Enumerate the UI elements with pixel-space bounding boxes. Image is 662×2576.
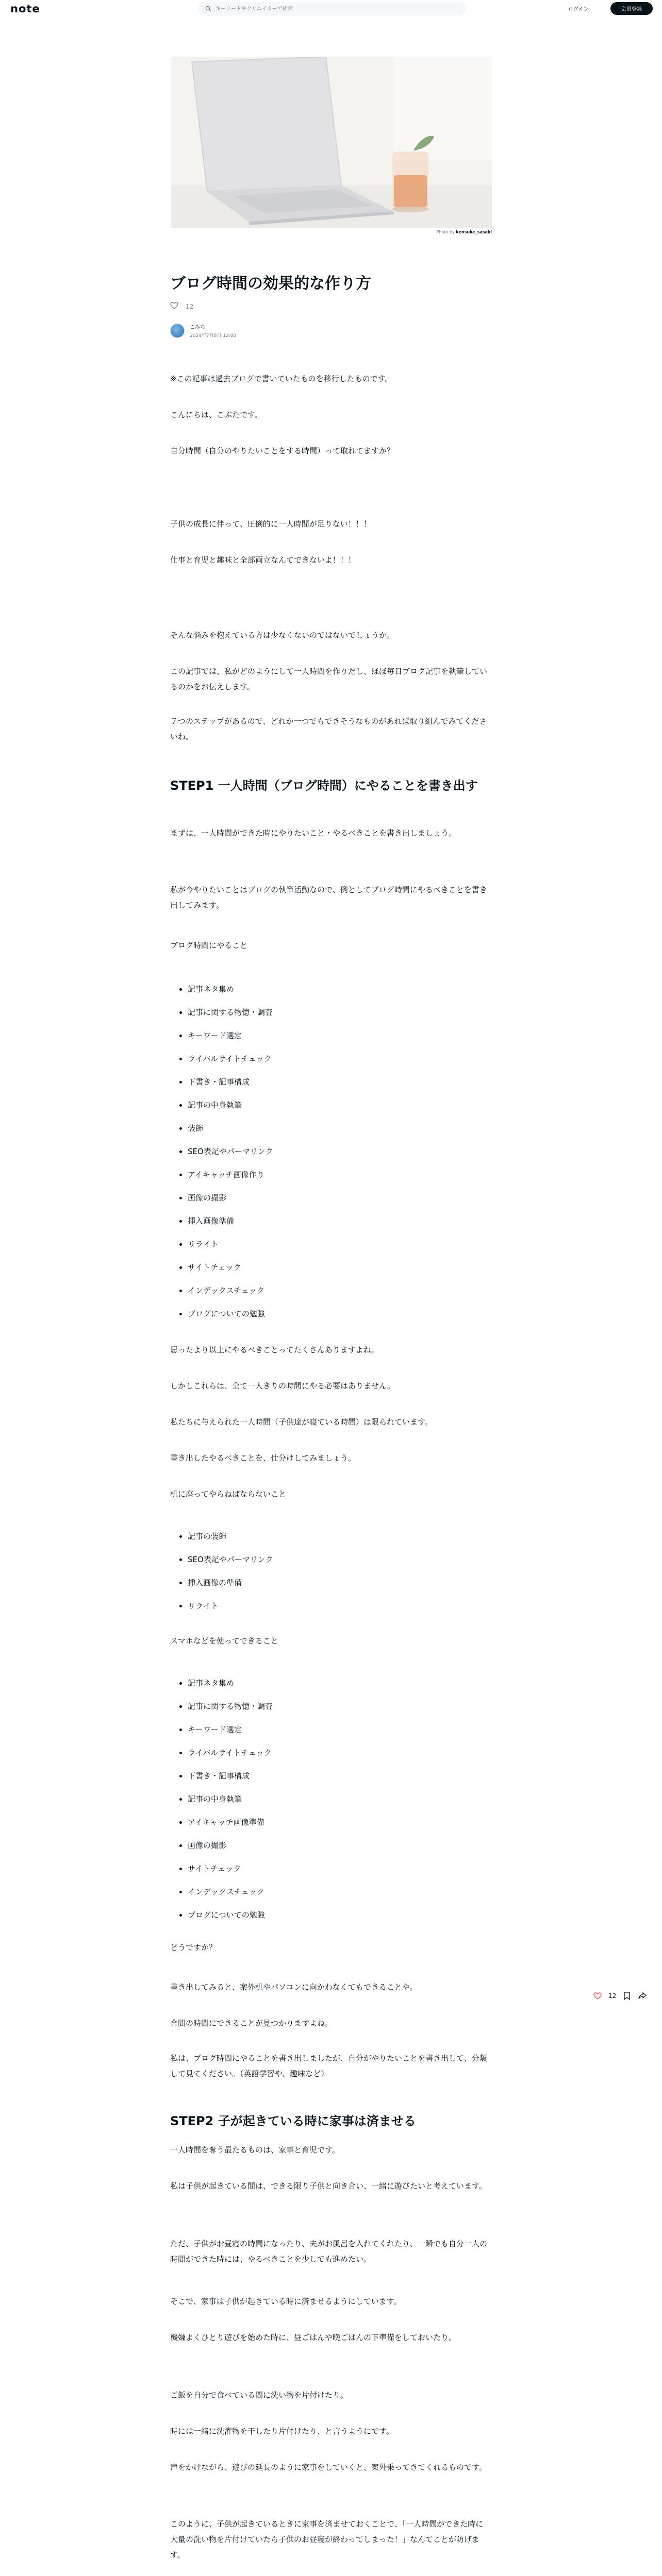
- paragraph: ７つのステップがあるので、どれか一つでもできそうなものがあれば取り組んでみてくださいね。: [170, 717, 487, 741]
- list-item: ブログについての勉強: [179, 1302, 489, 1326]
- floating-actions: [593, 1991, 647, 2001]
- list-item: SEO表記やパーマリンク: [179, 1140, 489, 1163]
- floating-like-count: 12: [608, 1992, 617, 1999]
- paragraph: 合間の時間にできることが見つかりますよね。: [170, 2019, 333, 2028]
- like-row: [170, 302, 193, 311]
- publish-date: 2024年7月8日 12:00: [190, 333, 237, 338]
- paragraph: ご飯を自分で食べている間に洗い物を片付けたり。: [170, 2391, 349, 2400]
- paragraph: 書き出してみると、案外机やパソコンに向かわなくてもできることや。: [170, 1982, 418, 1992]
- list-item: インデックスチェック: [179, 1880, 489, 1904]
- list-item: ライバルサイトチェック: [179, 1741, 489, 1765]
- signup-button[interactable]: 会員登録: [610, 2, 653, 15]
- paragraph: このように、子供が起きているときに家事を済ませておくことで、「一人時間ができた時に大量の洗い物を片付けていたら子供のお昼寝が終わってしまった！」なんてことが防げます。: [170, 2519, 484, 2560]
- list-item: SEO表記やパーマリンク: [179, 1548, 489, 1571]
- paragraph: まずは、一人時間ができた時にやりたいこと・やるべきことを書き出しましょう。: [170, 828, 457, 838]
- paragraph: 思ったより以上にやるべきことってたくさんありますよね。: [170, 1345, 379, 1354]
- hero-image: [171, 57, 492, 228]
- list-item: アイキャッチ画像準備: [179, 1811, 489, 1834]
- bookmark-icon[interactable]: [622, 1991, 632, 2001]
- paragraph: ただ、子供がお昼寝の時間になったり、夫がお風呂を入れてくれたり、一瞬でも自分一人の時間ができた時には、やるべきことを少しでも進めたい。: [170, 2239, 488, 2264]
- list-item: サイトチェック: [179, 1857, 489, 1880]
- paragraph: この記事では、私がどのようにして一人時間を作りだし、ほぼ毎日ブログ記事を執筆しているのかをお伝えします。: [170, 667, 488, 691]
- paragraph: 私が今やりたいことはブログの執筆活動なので、例としてブログ時間にやるべきことを書き出してみます。: [170, 885, 487, 910]
- step2-heading: STEP2 子が起きている時に家事は済ませる: [170, 2114, 416, 2128]
- paragraph: 自分時間（自分のやりたいことをする時間）って取れてますか？: [170, 446, 395, 455]
- photo-credit-name[interactable]: kensuke_sasaki: [456, 230, 492, 234]
- list-item: 画像の撮影: [179, 1187, 489, 1210]
- heart-icon[interactable]: [170, 302, 178, 311]
- paragraph: 書き出したやるべきことを、仕分けしてみましょう。: [170, 1453, 356, 1463]
- list-item: 挿入画像の準備: [179, 1571, 489, 1595]
- author-meta: [190, 323, 236, 338]
- list-item: 画像の撮影: [179, 1834, 489, 1857]
- photo-credit-prefix: Photo by: [436, 230, 455, 234]
- list-item: リライト: [179, 1233, 489, 1256]
- article-title: ブログ時間の効果的な作り方: [170, 275, 371, 293]
- author-block[interactable]: [170, 323, 236, 338]
- list-item: 記事の中身執筆: [179, 1788, 489, 1811]
- paragraph: 機嫌よくひとり遊びを始めた時に、昼ごはんや晩ごはんの下準備をしておいたり。: [170, 2333, 457, 2342]
- note-logo[interactable]: note: [10, 3, 40, 15]
- list-item: 下書き・記事構成: [179, 1071, 489, 1094]
- list-item: 記事の装飾: [179, 1525, 489, 1548]
- paragraph: 声をかけながら、遊びの延長のように家事をしていくと、案外乗ってきてくれるものです。: [170, 2463, 487, 2472]
- author-avatar[interactable]: [170, 324, 185, 338]
- photo-credit: [437, 230, 492, 234]
- paragraph-text: で書いていたものを移行したものです。: [254, 374, 393, 383]
- past-blog-link[interactable]: 過去ブログ: [215, 374, 254, 383]
- search-bar[interactable]: [198, 2, 466, 15]
- paragraph: 時には一緒に洗濯物を干したり片付けたり、と言うようにです。: [170, 2427, 394, 2436]
- step1-heading: STEP1 一人時間（ブログ時間）にやることを書き出す: [170, 778, 478, 793]
- list-item: キーワード選定: [179, 1024, 489, 1047]
- paragraph: 私たちに与えられた一人時間（子供達が寝ている時間）は限られています。: [170, 1417, 433, 1427]
- list-title: 机に座ってやらねばならないこと: [170, 1489, 287, 1499]
- list-item: サイトチェック: [179, 1256, 489, 1279]
- paragraph: こんにちは、こぶたです。: [170, 410, 262, 419]
- search-icon: [205, 4, 211, 14]
- heart-icon[interactable]: [593, 1991, 602, 2001]
- paragraph: 一人時間を奪う最たるものは、家事と育児です。: [170, 2145, 340, 2155]
- list-item: 記事ネタ集め: [179, 1672, 489, 1695]
- list-item: 下書き・記事構成: [179, 1765, 489, 1788]
- list-item: 記事に関する物憶・調査: [179, 1001, 489, 1024]
- list-item: 記事ネタ集め: [179, 978, 489, 1001]
- like-count: 12: [186, 302, 194, 310]
- paragraph: 私は子供が起きている間は、できる限り子供と向き合い、一緒に遊びたいと考えています。: [170, 2181, 487, 2191]
- list-item: 記事に関する物憶・調査: [179, 1695, 489, 1718]
- list-item: リライト: [179, 1595, 489, 1618]
- site-header: [0, 0, 662, 19]
- paragraph: 子供の成長に伴って、圧倒的に一人時間が足りない！！！: [170, 519, 371, 529]
- author-name[interactable]: こみち: [190, 325, 205, 330]
- phone-task-list: [179, 1672, 489, 1927]
- paragraph: そんな悩みを抱えている方は少なくないのではないでしょうか。: [170, 631, 395, 640]
- paragraph: 仕事と育児と趣味と全部両立なんてできないよ！！！: [170, 555, 356, 565]
- paragraph: しかしこれらは、全て一人きりの時間にやる必要はありません。: [170, 1381, 395, 1391]
- list-item: ライバルサイトチェック: [179, 1047, 489, 1071]
- paragraph-text: ※この記事は: [170, 374, 216, 383]
- blog-task-list: [179, 978, 489, 1326]
- list-item: 記事の中身執筆: [179, 1094, 489, 1117]
- login-button[interactable]: ログイン: [568, 7, 589, 12]
- list-title: ブログ時間にやること: [170, 941, 248, 950]
- paragraph: そこで、家事は子供が起きている時に済ませるようにしています。: [170, 2297, 402, 2306]
- paragraph: [170, 371, 490, 386]
- list-item: アイキャッチ画像作り: [179, 1163, 489, 1187]
- list-item: ブログについての勉強: [179, 1904, 489, 1927]
- list-item: 装飾: [179, 1117, 489, 1140]
- paragraph: どうですか？: [170, 1943, 217, 1952]
- list-item: インデックスチェック: [179, 1279, 489, 1302]
- list-item: キーワード選定: [179, 1718, 489, 1741]
- list-item: 挿入画像準備: [179, 1210, 489, 1233]
- list-title: スマホなどを使ってできること: [170, 1636, 278, 1646]
- share-icon[interactable]: [638, 1991, 647, 2001]
- desk-task-list: [179, 1525, 489, 1618]
- laptop-and-drink-illustration: [171, 57, 492, 228]
- search-input[interactable]: [216, 6, 453, 12]
- paragraph: 私は、ブログ時間にやることを書き出しましたが、自分がやりたいことを書き出して、分類して見てください。（英語学習や、趣味など）: [170, 2054, 487, 2078]
